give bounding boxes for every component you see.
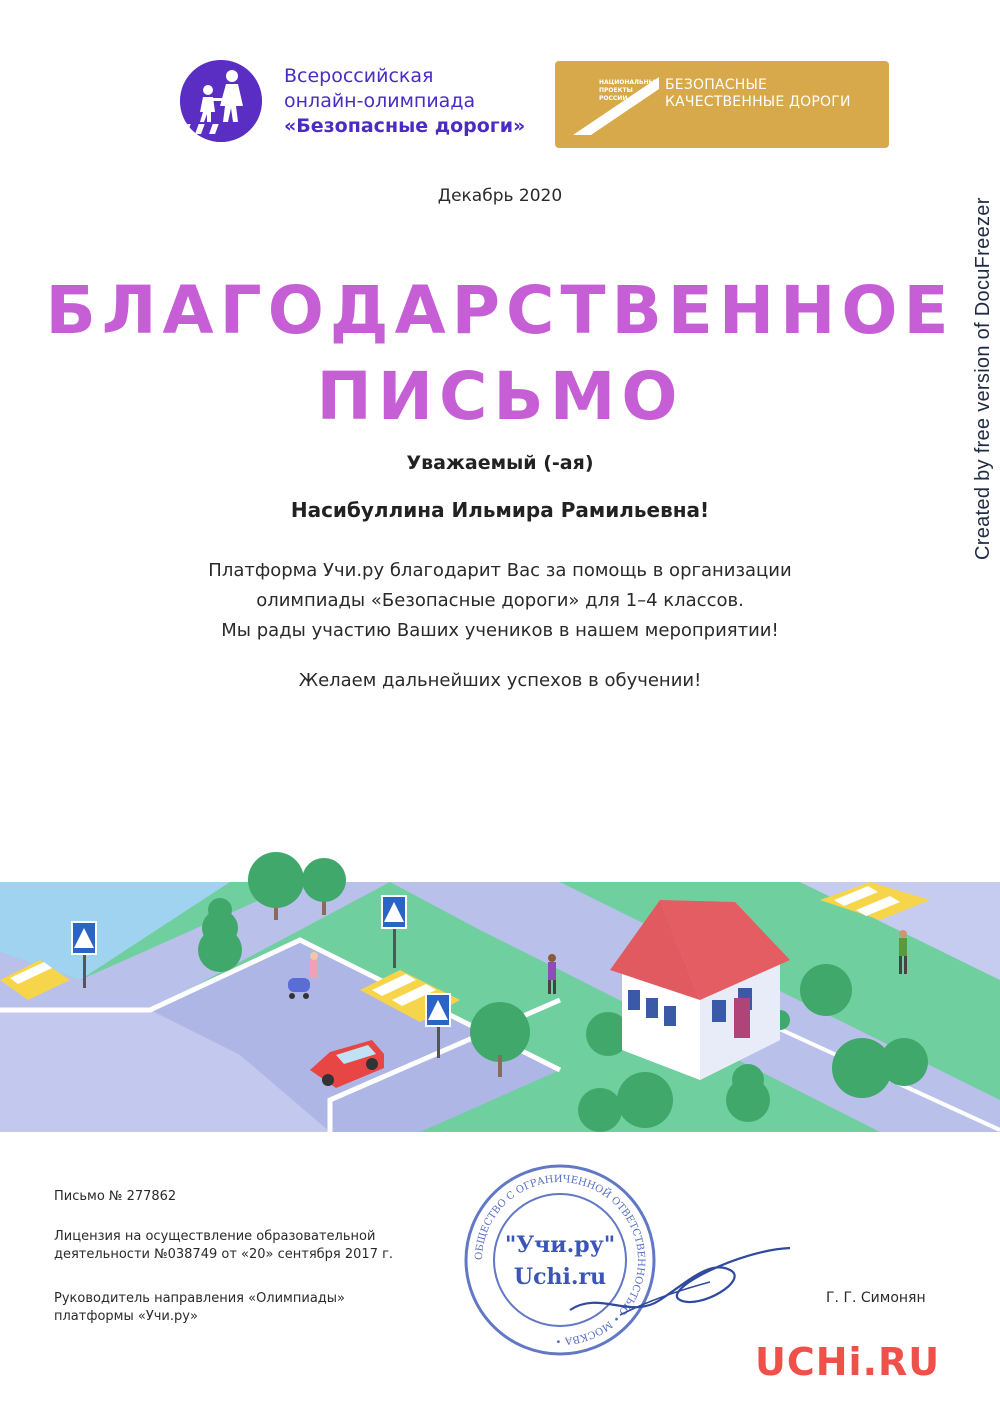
letter-number: Письмо № 277862 bbox=[54, 1189, 177, 1204]
license-line1: Лицензия на осуществление образовательной bbox=[54, 1229, 376, 1244]
letter-body-line2: олимпиады «Безопасные дороги» для 1–4 классов. bbox=[256, 590, 744, 611]
license-line2: деятельности №038749 от «20» сентября 2017 г. bbox=[54, 1247, 394, 1262]
letter-title-line1: БЛАГОДАРСТВЕННОЕ bbox=[45, 272, 955, 349]
signer-name: Г. Г. Симонян bbox=[826, 1290, 926, 1306]
watermark: Created by free version of DocuFreezer bbox=[972, 197, 994, 560]
letter-title-line2: ПИСЬМО bbox=[316, 358, 684, 435]
np-caption-line1: НАЦИОНАЛЬНЫЕ bbox=[599, 79, 659, 86]
national-project-logo bbox=[555, 61, 889, 148]
olympiad-logo-line1: Всероссийская bbox=[284, 65, 434, 87]
letter-body-line1: Платформа Учи.ру благодарит Вас за помощь в организации bbox=[208, 560, 792, 581]
signer-role-line2: платформы «Учи.ру» bbox=[54, 1309, 198, 1324]
national-projects-caption bbox=[599, 79, 659, 103]
olympiad-logo-text bbox=[284, 64, 525, 139]
olympiad-logo bbox=[180, 60, 540, 144]
signer-role bbox=[54, 1290, 345, 1326]
license-info bbox=[54, 1228, 393, 1264]
safe-roads-project-name bbox=[665, 77, 851, 111]
safe-roads-line1: БЕЗОПАСНЫЕ bbox=[665, 77, 768, 93]
np-caption-line3: РОССИИ bbox=[599, 95, 628, 102]
letter-body-line3: Мы рады участию Ваших учеников в нашем мероприятии! bbox=[221, 620, 779, 641]
handwritten-signature bbox=[560, 1230, 800, 1340]
letter-body bbox=[0, 556, 1000, 646]
stamp-center-line1: "Учи.ру" bbox=[504, 1232, 616, 1258]
recipient-name: Насибуллина Ильмира Рамильевна! bbox=[290, 498, 710, 522]
children-crossing-icon bbox=[180, 60, 262, 142]
letter-date: Декабрь 2020 bbox=[437, 186, 563, 206]
stamp-center-line2: Uchi.ru bbox=[513, 1264, 607, 1290]
salutation: Уважаемый (-ая) bbox=[406, 452, 594, 474]
letter-wish: Желаем дальнейших успехов в обучении! bbox=[298, 670, 702, 691]
safe-roads-line2: КАЧЕСТВЕННЫЕ ДОРОГИ bbox=[665, 94, 851, 110]
olympiad-logo-line3: «Безопасные дороги» bbox=[284, 115, 526, 137]
stamp-ring-text: ОБЩЕСТВО С ОГРАНИЧЕННОЙ ОТВЕТСТВЕННОСТЬЮ • МОСКВА • bbox=[473, 1173, 647, 1347]
road-safety-city-illustration bbox=[0, 840, 1000, 1132]
signer-role-line1: Руководитель направления «Олимпиады» bbox=[54, 1291, 345, 1306]
np-caption-line2: ПРОЕКТЫ bbox=[599, 87, 633, 94]
olympiad-logo-line2: онлайн-олимпиада bbox=[284, 90, 476, 112]
uchi-ru-logo: UCHi.RU bbox=[755, 1340, 941, 1384]
